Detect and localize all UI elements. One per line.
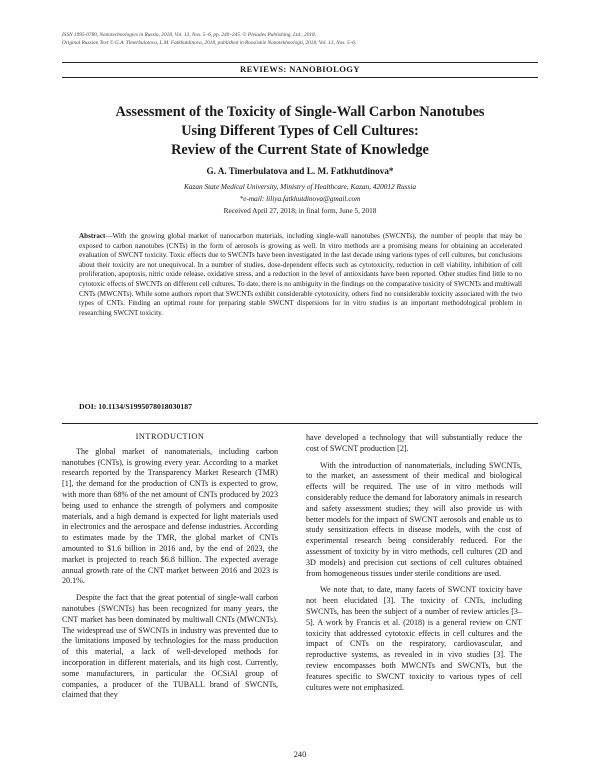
paragraph: Despite the fact that the great potential of single-wall carbon nanotubes (SWCNTs) has been recognized for many years, the CNT market has been dominated by multiwall CNTs (MWCNTs). The widespread use of SWCNTs in industry was prevented due to the limitations imposed by technologies for the mass production of this material, a lack of well-developed methods for incorporation in different materials, and its high cost. Currently, some manufacturers, in particular the OCSiAl group of companies, a producer of the TUBALL brand of SWCNTs, claimed that they (62, 593, 278, 700)
abstract (79, 232, 522, 318)
email: *e-mail: liliya.fatkhutdinova@gmail.com (239, 194, 361, 203)
right-column (306, 433, 522, 693)
article-title (62, 103, 538, 160)
authors: G. A. Timerbulatova and L. M. Fatkhutdinova* (206, 166, 394, 176)
doi: DOI: 10.1134/S1995078018030187 (79, 402, 193, 411)
section-title: REVIEWS: NANOBIOLOGY (240, 64, 360, 74)
received-dates: Received April 27, 2018; in final form, June 5, 2018 (223, 206, 377, 215)
abstract-label: Abstract (79, 232, 106, 240)
affiliation-block (62, 181, 538, 205)
paragraph: The global market of nanomaterials, including carbon nanotubes (CNTs), is growing every year. According to a market research reported by the Transparency Market Research (TMR) [1], the demand for the production of CNTs is expected to grow, with more than 68% of the net amount of CNTs produced by 2023 being used to enhance the strength of polymers and composite materials, and a high demand is expected for light materials used in electronics and the aerospace and defense industries. According to estimates made by the TMR, the global market of CNTs amounted to $1.6 billion in 2016 and, by the end of 2023, the market is projected to reach $6.8 billion. The expected average annual growth rate of the CNT market between 2016 and 2023 is 20.1%. (62, 446, 278, 586)
journal-header-line-2: Original Russian Text © G.A. Timerbulatova, L.M. Fatkhutdinova, 2018, published in Rossiiskie Nanotekhnologii, 2018, Vol. 13, Nos. 5–6. (62, 40, 357, 46)
journal-header-line-1: ISSN 1995-0780, Nanotechnologies in Russia, 2018, Vol. 13, Nos. 5–6, pp. 240–245. © Pleiades Publishing, Ltd., 2018. (62, 32, 317, 38)
introduction-heading: INTRODUCTION (135, 432, 205, 441)
section-rule (62, 77, 538, 78)
page-number: 240 (293, 750, 307, 759)
article-title-line-3: Review of the Current State of Knowledge (171, 142, 429, 158)
left-column (62, 432, 278, 701)
top-rule (62, 62, 538, 63)
article-title-line-1: Assessment of the Toxicity of Single-Wall Carbon Nanotubes (115, 104, 485, 120)
abstract-text: —With the growing global market of nanocarbon materials, including single-wall nanotubes (SWCNTs), the number of people that may be exposed to carbon nanotubes (CNTs) in the form of aerosols is growing as well. In vitro methods are a promising means for obtaining an accelerated evaluation of SWCNT toxicity. Toxic effects due to SWCNTs have been investigated in the last decade using various types of cell cultures, but conclusions about their toxicity are not unequivocal. In a number of studies, dose-dependent effects such as cytotoxicity, reduction in cell viability, inhibition of cell proliferation, apoptosis, nitric oxide release, oxidative stress, and a reduction in the level of antioxidants have been reported. Other studies find little to no cytotoxic effects of SWCNTs on different cell cultures. To date, there is no ambiguity in the findings on the comparative toxicity of SWCNTs and multiwall CNTs (MWCNTs). While some authors report that SWCNTs exhibit considerable cytotoxicity, others find no considerable toxicity associated with the two types of CNTs. Finding an optimal route for preparing stable SWCNT dispersions for in vitro studies is an important methodological problem in researching SWCNT toxicity. (79, 232, 522, 317)
paragraph: We note that, to date, many facets of SWCNT toxicity have not been elucidated [3]. The toxicity of CNTs, including SWCNTs, has been the subject of a number of review articles [3–5]. A work by Francis et al. (2018) is a general review on CNT toxicity that addressed cytotoxic effects in cell cultures and the impact of CNTs on the respiratory, cardiovascular, and reproductive systems, as revealed in in vivo studies [3]. The review encompasses both MWCNTs and SWCNTs, but the features specific to SWCNT toxicity to various types of cell cultures were not emphasized. (306, 585, 522, 692)
article-title-line-2: Using Different Types of Cell Cultures: (181, 123, 419, 139)
affiliation: Kazan State Medical University, Ministry of Healthcare, Kazan, 420012 Russia (184, 182, 416, 191)
paragraph: have developed a technology that will substantially reduce the cost of SWCNT production [2]. (306, 433, 522, 453)
abstract-rule (62, 423, 538, 424)
paragraph: With the introduction of nanomaterials, including SWCNTs, to the market, an assessment of their medical and biological effects will be required. The use of in vitro methods will considerably reduce the demand for laboratory animals in research and safety assessment studies; they will also provide us with better models for the impact of SWCNT aerosols and enable us to study sensitization effects in disease models, with the cost of experimental research being considerably reduced. For the assessment of toxicity by in vitro methods, cell cultures (2D and 3D models) and precision cut sections of cell cultures obtained from homogeneous tissues under sterile conditions are used. (306, 460, 522, 578)
